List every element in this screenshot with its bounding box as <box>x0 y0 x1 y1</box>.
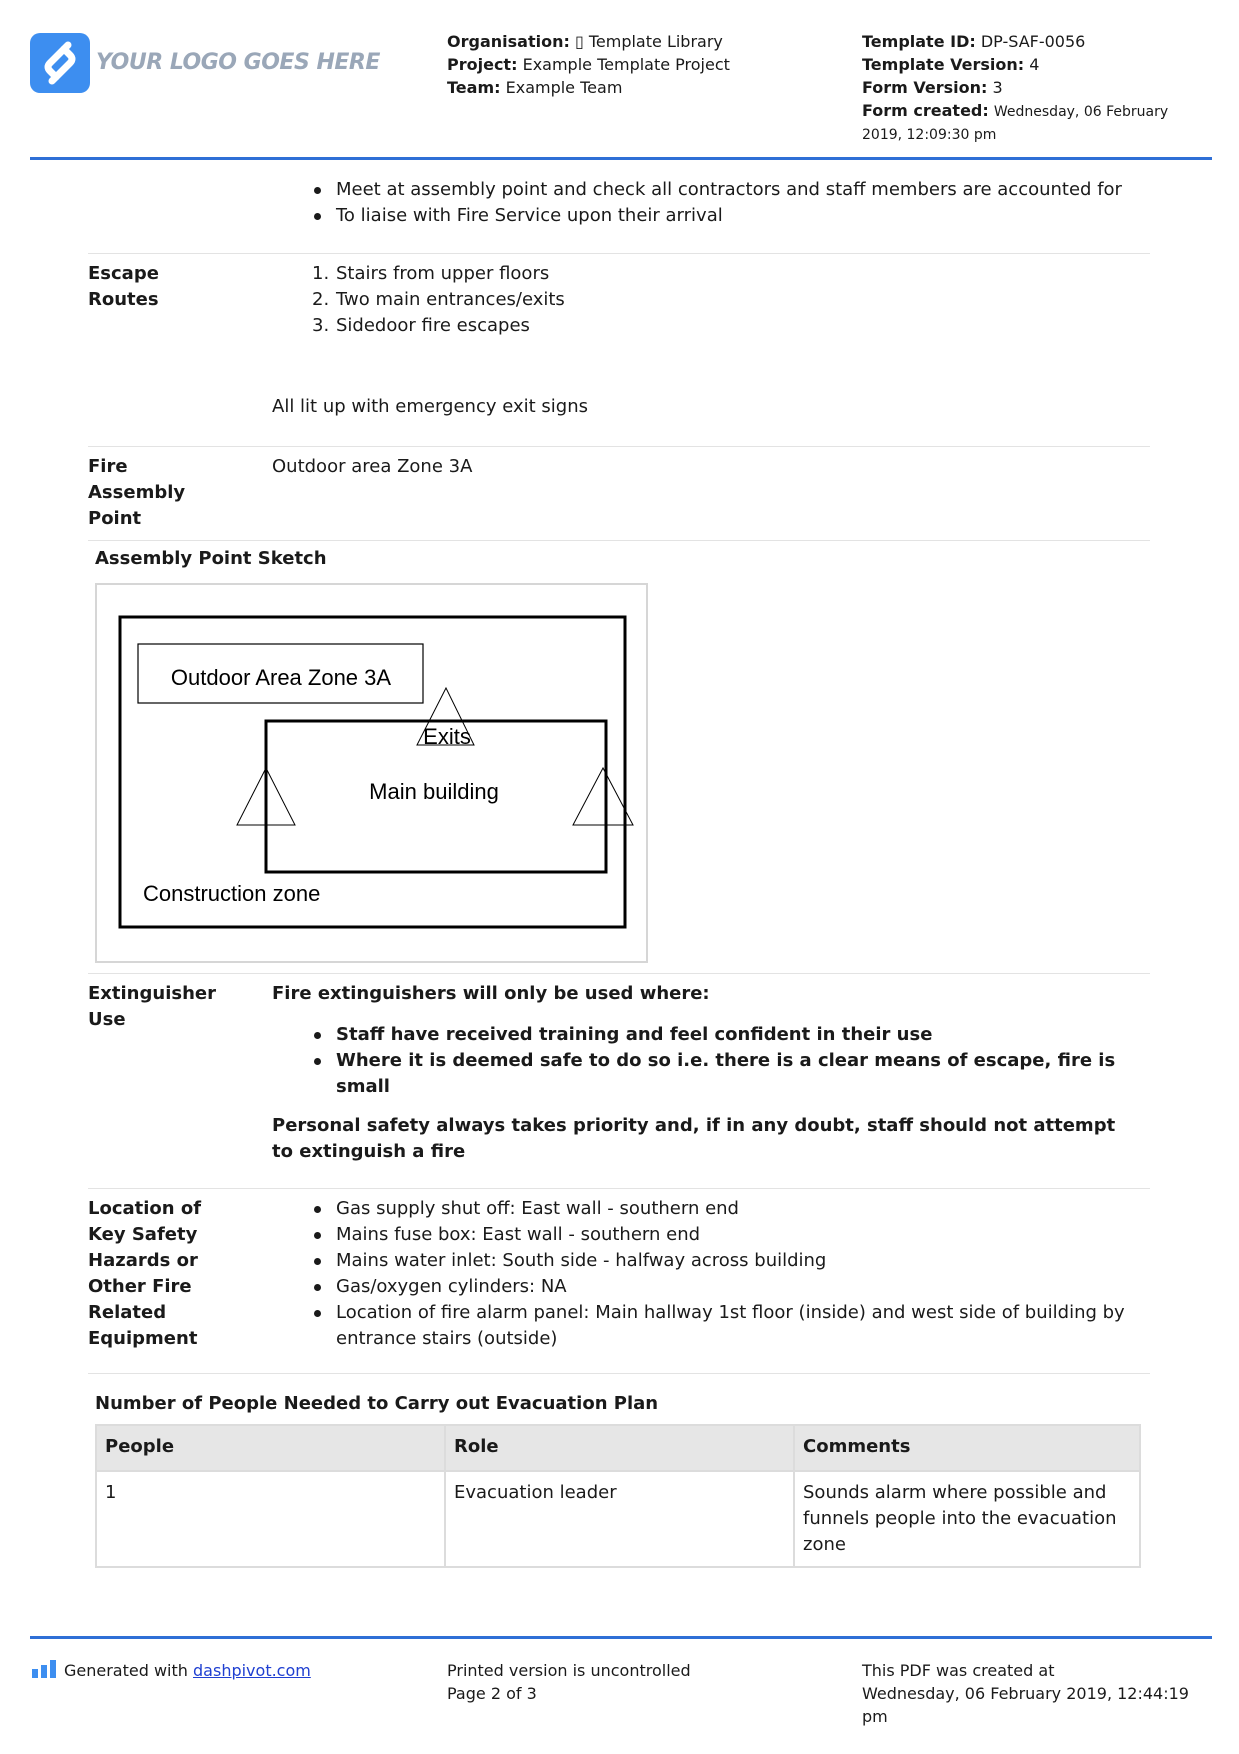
page-number: Page 2 of 3 <box>447 1684 537 1703</box>
key-safety-label: Location of Key Safety Hazards or Other Fire Related Equipment <box>88 1198 202 1349</box>
list-item: Mains water inlet: South side - halfway across building <box>336 1248 1156 1274</box>
bullet-icon <box>314 1258 321 1265</box>
template-version-label: Template Version: <box>862 55 1025 74</box>
bullet-icon <box>314 187 321 194</box>
list-item: Mains fuse box: East wall - southern end <box>336 1222 1156 1248</box>
team-label: Team: <box>447 78 501 97</box>
building-label: Main building <box>369 779 499 804</box>
organisation-value: ▯ Template Library <box>574 32 723 51</box>
table-header-row <box>96 1425 1140 1471</box>
footer-divider <box>30 1636 1212 1639</box>
template-id-value: DP-SAF-0056 <box>980 32 1086 51</box>
logo-text: YOUR LOGO GOES HERE <box>96 50 380 75</box>
form-version-value: 3 <box>992 78 1003 97</box>
escape-routes-list <box>312 261 565 339</box>
extinguisher-intro: Fire extinguishers will only be used where: <box>272 983 710 1004</box>
form-version-label: Form Version: <box>862 78 988 97</box>
project-value: Example Template Project <box>522 55 730 74</box>
footer-center <box>447 1659 691 1705</box>
list-item-cont: small <box>336 1076 390 1097</box>
list-item: Location of fire alarm panel: Main hallway 1st floor (inside) and west side of building by <box>336 1300 1156 1326</box>
cell-role: Evacuation leader <box>445 1471 794 1567</box>
bullet-icon <box>314 1058 321 1065</box>
top-bullet-list <box>336 177 1156 229</box>
uncontrolled-notice: Printed version is uncontrolled <box>447 1661 691 1680</box>
bar-chart-icon <box>32 1660 56 1678</box>
form-created-value-cont: 2019, 12:09:30 pm <box>862 127 997 143</box>
bullet-icon <box>314 1310 321 1317</box>
row-divider <box>88 446 1150 447</box>
people-table-title: Number of People Needed to Carry out Evacuation Plan <box>95 1393 659 1414</box>
column-header-comments: Comments <box>794 1425 1140 1471</box>
team-value: Example Team <box>505 78 623 97</box>
footer-created: This PDF was created at Wednesday, 06 February 2019, 12:44:19 pm <box>862 1661 1189 1726</box>
header-meta-right <box>862 30 1168 147</box>
bullet-icon <box>314 1284 321 1291</box>
zone-label: Outdoor Area Zone 3A <box>170 665 392 690</box>
template-version-value: 4 <box>1029 55 1040 74</box>
list-item: Meet at assembly point and check all contractors and staff members are accounted for <box>336 177 1156 203</box>
row-divider <box>88 540 1150 541</box>
list-item: Gas supply shut off: East wall - southern end <box>336 1196 1156 1222</box>
project-label: Project: <box>447 55 518 74</box>
table-row <box>96 1471 1140 1567</box>
escape-routes-note: All lit up with emergency exit signs <box>272 396 589 417</box>
key-safety-list <box>336 1196 1156 1352</box>
list-item: To liaise with Fire Service upon their arrival <box>336 203 1156 229</box>
organisation-label: Organisation: <box>447 32 570 51</box>
list-item: 2. Two main entrances/exits <box>312 289 565 310</box>
column-header-role: Role <box>445 1425 794 1471</box>
list-item: 3. Sidedoor fire escapes <box>312 315 530 336</box>
list-item: Staff have received training and feel confident in their use <box>336 1022 1156 1048</box>
logo-icon <box>30 33 90 93</box>
list-item: 1. Stairs from upper floors <box>312 263 550 284</box>
bullet-icon <box>314 213 321 220</box>
cell-people: 1 <box>96 1471 445 1567</box>
list-item-cont: entrance stairs (outside) <box>336 1328 558 1349</box>
footer-generated: Generated with dashpivot.com <box>64 1661 311 1680</box>
extinguisher-bullets <box>336 1022 1156 1100</box>
assembly-point-value: Outdoor area Zone 3A <box>272 456 473 477</box>
bullet-icon <box>314 1232 321 1239</box>
form-created-value: Wednesday, 06 February <box>993 104 1169 120</box>
people-table <box>95 1424 1141 1568</box>
list-item: Gas/oxygen cylinders: NA <box>336 1274 1156 1300</box>
row-divider <box>88 253 1150 254</box>
column-header-people: People <box>96 1425 445 1471</box>
cell-comments: Sounds alarm where possible and funnels people into the evacuation zone <box>794 1471 1140 1567</box>
dashpivot-link[interactable]: dashpivot.com <box>193 1661 311 1680</box>
extinguisher-note: Personal safety always takes priority and, if in any doubt, staff should not attempt to extinguish a fire <box>272 1115 1116 1162</box>
header-meta-left <box>447 30 730 99</box>
exits-label: Exits <box>423 724 471 749</box>
assembly-sketch <box>95 583 648 963</box>
construction-label: Construction zone <box>143 881 321 906</box>
row-divider <box>88 1373 1150 1374</box>
header-divider <box>30 157 1212 160</box>
assembly-point-label: Fire Assembly Point <box>88 456 186 529</box>
form-created-label: Form created: <box>862 101 989 120</box>
row-divider <box>88 973 1150 974</box>
escape-routes-label: Escape Routes <box>88 263 159 310</box>
bullet-icon <box>314 1032 321 1039</box>
list-item: Where it is deemed safe to do so i.e. there is a clear means of escape, fire is <box>336 1048 1156 1074</box>
sketch-title: Assembly Point Sketch <box>95 548 327 569</box>
extinguisher-label: Extinguisher Use <box>88 983 216 1030</box>
sketch-drawing <box>97 585 646 961</box>
bullet-icon <box>314 1206 321 1213</box>
template-id-label: Template ID: <box>862 32 976 51</box>
row-divider <box>88 1188 1150 1189</box>
